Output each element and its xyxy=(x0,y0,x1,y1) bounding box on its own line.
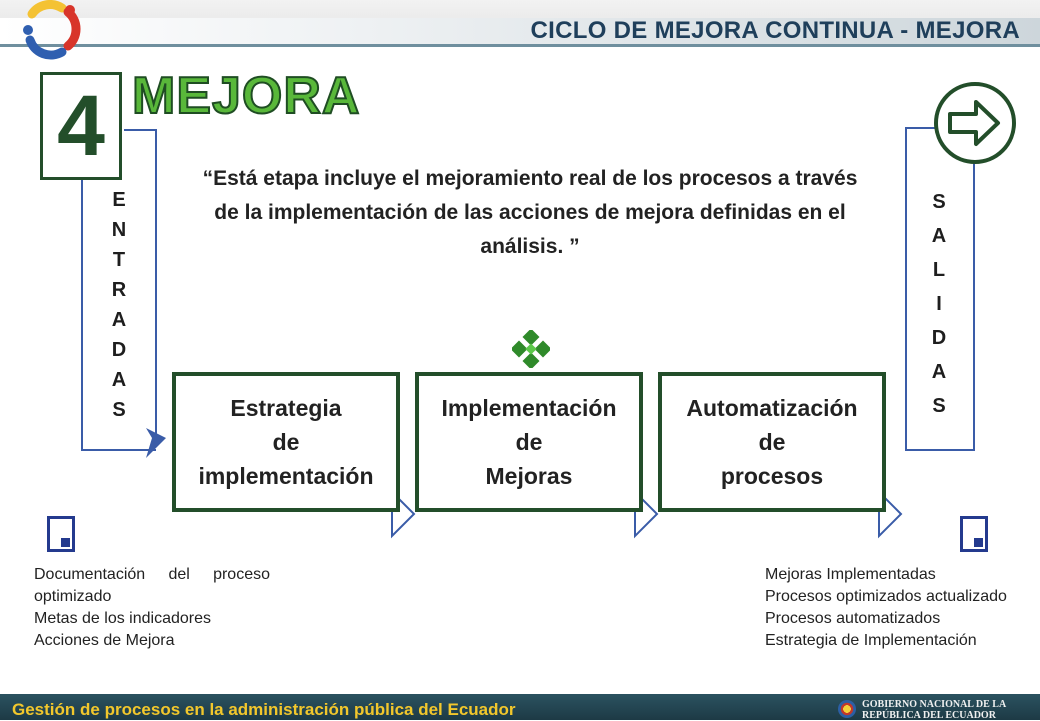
entradas-letter: A xyxy=(111,309,127,331)
list-item: Procesos optimizados actualizado xyxy=(765,588,1007,605)
salidas-letter: S xyxy=(932,395,946,417)
salidas-letter: D xyxy=(931,327,947,349)
list-item: Acciones de Mejora xyxy=(34,632,175,649)
salidas-letter: A xyxy=(931,361,947,383)
salidas-letter: A xyxy=(931,225,947,247)
entradas-letter: E xyxy=(112,189,126,211)
salidas-vertical-label xyxy=(924,185,954,423)
stage-title: MEJORA xyxy=(132,67,361,125)
list-item: Documentación del proceso xyxy=(34,566,270,583)
list-item: Metas de los indicadores xyxy=(34,610,211,627)
footer-text: Gestión de procesos en la administración pública del Ecuador xyxy=(12,700,516,719)
document-icon xyxy=(47,516,75,552)
entradas-list xyxy=(34,564,270,652)
entradas-letter: S xyxy=(112,399,126,421)
process-label: Estrategia de implementación xyxy=(198,395,374,489)
list-item: Mejoras Implementadas xyxy=(765,566,936,583)
entradas-letter: R xyxy=(111,279,127,301)
process-box-automatizacion xyxy=(658,372,886,512)
process-label: Implementación de Mejoras xyxy=(441,395,617,489)
process-label: Automatización de procesos xyxy=(686,395,858,489)
entradas-letter: D xyxy=(111,339,127,361)
slide-title: CICLO DE MEJORA CONTINUA - MEJORA xyxy=(530,17,1020,44)
government-name: GOBIERNO NACIONAL DE LA REPÚBLICA DEL ECUADOR xyxy=(862,699,1007,721)
document-icon xyxy=(960,516,988,552)
process-box-estrategia xyxy=(172,372,400,512)
list-item: Procesos automatizados xyxy=(765,610,941,627)
salidas-list xyxy=(765,564,1007,652)
step-number: 4 xyxy=(57,78,105,174)
salidas-arrow-circle-icon xyxy=(932,80,1018,166)
stage-description: “Está etapa incluye el mejoramiento real de los procesos a través de la implementación de las acciones de mejora definidas en el análisis. ” xyxy=(202,167,858,258)
list-item: optimizado xyxy=(34,588,112,605)
entradas-letter: A xyxy=(111,369,127,391)
government-seal-icon xyxy=(838,700,856,718)
list-item: Estrategia de Implementación xyxy=(765,632,977,649)
salidas-letter: I xyxy=(936,293,942,315)
entradas-letter: N xyxy=(111,219,127,241)
salidas-letter: L xyxy=(932,259,946,281)
entradas-letter: T xyxy=(112,249,126,271)
entradas-vertical-label xyxy=(104,185,134,425)
diamond-cluster-icon xyxy=(512,330,550,368)
salidas-letter: S xyxy=(932,191,946,213)
process-box-implementacion xyxy=(415,372,643,512)
